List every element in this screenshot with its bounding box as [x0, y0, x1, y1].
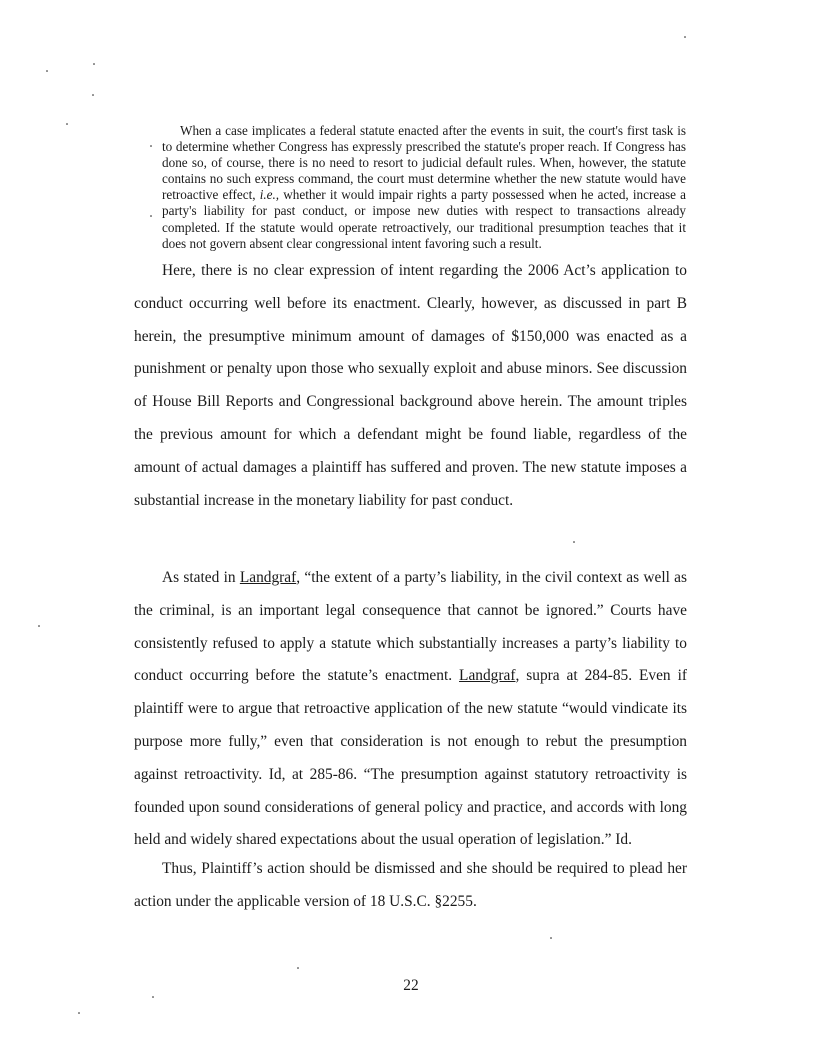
- block-quote-text: When a case implicates a federal statute enacted after the events in suit, the court's first task is to determine whether Congress has expressly prescribed the statute's proper reach. If Congress has done so, of course, there is no need to resort to judicial default rules. When, however, the statute contains no such express command, the court must determine whether the new statute would have retroactive effect,: [162, 123, 686, 203]
- paragraph-conclusion: [134, 853, 687, 919]
- page-number: 22: [403, 977, 419, 994]
- block-quote-text-continued: whether it would impair rights a party possessed when he acted, increase a party's liability for past conduct, or impose new duties with respect to transactions already completed. If the statute would operate retroactively, our traditional presumption teaches that it does not govern absent clear congressional intent favoring such a result.: [162, 187, 686, 251]
- scan-speck: [78, 1012, 80, 1014]
- scan-speck: [150, 145, 152, 147]
- scan-speck: [684, 36, 686, 38]
- case-citation-landgraf: Landgraf: [459, 667, 516, 685]
- scan-speck: [92, 94, 94, 96]
- scan-speck: [66, 123, 68, 125]
- paragraph-text: As stated in: [162, 569, 240, 586]
- paragraph-text: Here, there is no clear expression of intent regarding the 2006 Act’s application to conduct occurring well before its enactment. Clearly, however, as discussed in part B herein, the presumptive minimum amount of damages of $150,000 was enacted as a punishment or penalty upon those who sexually exploit and abuse minors. See discussion of House Bill Reports and Congressional background above herein. The amount triples the previous amount for which a defendant might be found liable, regardless of the amount of actual damages a plaintiff has suffered and proven. The new statute imposes a substantial increase in the monetary liability for past conduct.: [134, 262, 687, 509]
- paragraph-text: Thus, Plaintiff’s action should be dismissed and she should be required to plead her action under the applicable version of 18 U.S.C. §2255.: [134, 860, 687, 910]
- block-quote-emphasis: i.e.,: [259, 187, 280, 203]
- scan-speck: [550, 937, 552, 939]
- scan-speck: [46, 70, 48, 72]
- scan-speck: [38, 625, 40, 627]
- paragraph-text: , “the extent of a party’s liability, in the civil context as well as the criminal, is an important legal consequence that cannot be ignored.” Courts have consistently refused to apply a statute which substantially increases a party’s liability to conduct occurring before the statute’s enactment.: [134, 569, 687, 685]
- scan-speck: [93, 63, 95, 65]
- scan-speck: [573, 541, 575, 543]
- scan-speck: [152, 996, 154, 998]
- paragraph-landgraf: [134, 562, 687, 857]
- scan-speck: [150, 215, 152, 217]
- scan-speck: [297, 967, 299, 969]
- paragraph-text: , supra at 284-85. Even if plaintiff were to argue that retroactive application of the new statute “would vindicate its purpose more fully,” even that consideration is not enough to rebut the presumption against retroactivity. Id, at 285-86. “The presumption against statutory retroactivity is founded upon sound considerations of general policy and practice, and accords with long held and widely shared expectations about the usual operation of legislation.” Id.: [134, 667, 687, 849]
- case-citation-landgraf: Landgraf: [239, 569, 297, 586]
- paragraph-retroactive-intent: [134, 255, 687, 517]
- block-quote: [162, 123, 686, 252]
